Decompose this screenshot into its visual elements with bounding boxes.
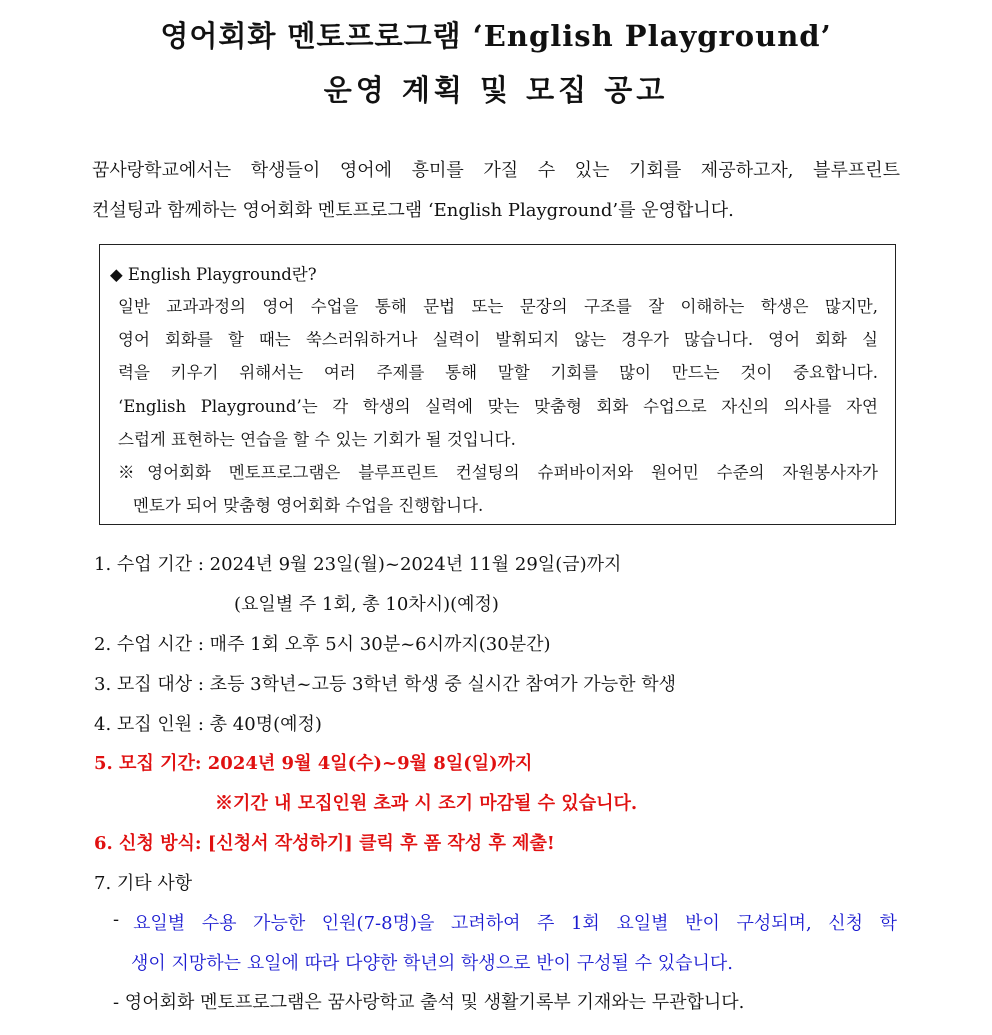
item-target: 3. 모집 대상 : 초등 3학년~고등 3학년 학생 중 실시간 참여가 가능한 학생 <box>94 674 676 695</box>
other-note-2: - 영어회화 멘토프로그램은 꿈사랑학교 출석 및 생활기록부 기재와는 무관합니다. <box>113 992 745 1013</box>
box-note-line: 멘토가 되어 맞춤형 영어회화 수업을 진행합니다. <box>133 496 484 515</box>
intro-line-1: 꿈사랑학교에서는 학생들이 영어에 흥미를 가질 수 있는 기회를 제공하고자, 블루프린트 <box>92 160 900 181</box>
box-heading: ◆ English Playground란? <box>110 265 317 284</box>
box-paragraph-line: 영어 회화를 할 때는 쑥스러워하거나 실력이 발휘되지 않는 경우가 많습니다. 영어 회화 실 <box>118 330 878 349</box>
box-paragraph-line: 스럽게 표현하는 연습을 할 수 있는 기회가 될 것입니다. <box>118 430 516 449</box>
box-paragraph-line: 일반 교과과정의 영어 수업을 통해 문법 또는 문장의 구조를 잘 이해하는 학생은 많지만, <box>118 297 878 316</box>
item-others: 7. 기타 사항 <box>94 873 193 894</box>
item-apply-method: 6. 신청 방식: [신청서 작성하기] 클릭 후 폼 작성 후 제출! <box>94 833 555 854</box>
page-subtitle: 운영 계획 및 모집 공고 <box>323 73 669 107</box>
box-paragraph-line: ‘English Playground’는 각 학생의 실력에 맞는 맞춤형 회화 수업으로 자신의 의사를 자연 <box>118 397 878 416</box>
item-recruit-note: ※기간 내 모집인원 초과 시 조기 마감될 수 있습니다. <box>215 793 638 814</box>
item-class-period: 1. 수업 기간 : 2024년 9월 23일(월)~2024년 11월 29일(금)까지 <box>94 554 622 575</box>
page-title: 영어회화 멘토프로그램 ‘English Playground’ <box>160 19 832 53</box>
box-note-line: ※영어회화 멘토프로그램은 블루프린트 컨설팅의 슈퍼바이저와 원어민 수준의 자원봉사자가 <box>118 463 878 482</box>
box-paragraph-line: 력을 키우기 위해서는 여러 주제를 통해 말할 기회를 많이 만드는 것이 중요합니다. <box>118 363 878 382</box>
program-description-box <box>99 244 896 525</box>
item-class-period-detail: (요일별 주 1회, 총 10차시)(예정) <box>234 594 499 615</box>
other-note-1-line-1: 요일별 수용 가능한 인원(7-8명)을 고려하여 주 1회 요일별 반이 구성되며, 신청 학 <box>133 913 897 934</box>
other-note-1-line-2: 생이 지망하는 요일에 따라 다양한 학년의 학생으로 반이 구성될 수 있습니다. <box>131 953 733 974</box>
item-recruit-period: 5. 모집 기간: 2024년 9월 4일(수)~9월 8일(일)까지 <box>94 753 533 774</box>
item-class-time: 2. 수업 시간 : 매주 1회 오후 5시 30분~6시까지(30분간) <box>94 634 551 655</box>
other-note-1-dash: - <box>113 909 120 930</box>
intro-line-2: 컨설팅과 함께하는 영어회화 멘토프로그램 ‘English Playground’를 운영합니다. <box>92 200 734 221</box>
item-capacity: 4. 모집 인원 : 총 40명(예정) <box>94 714 322 735</box>
